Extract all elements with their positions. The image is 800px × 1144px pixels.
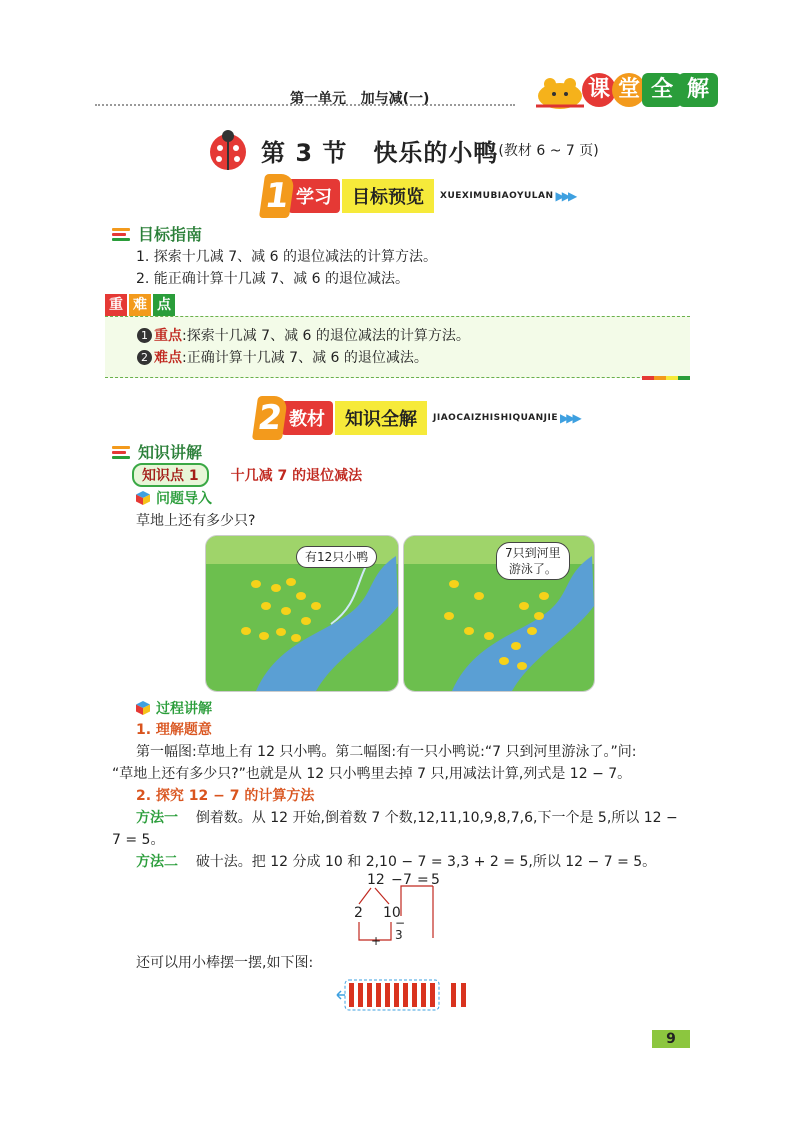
banner-number: 2 (252, 396, 288, 440)
stick-loose (451, 983, 456, 1007)
stick-bundled (349, 983, 354, 1007)
stick-bundled (394, 983, 399, 1007)
sticks-illustration (335, 978, 475, 1016)
difficult-point: 2 难点:正确计算十几减 7、减 6 的退位减法。 (137, 347, 690, 369)
stick-bundled (358, 983, 363, 1007)
banner-tag: 教材 (281, 401, 333, 435)
banner-pinyin: XUEXIMUBIAOYULAN (440, 191, 554, 201)
break-ten-diagram: 12 − 7 = 5 2 10 − 3 + (345, 872, 445, 946)
stick-loose (461, 983, 466, 1007)
section-subtitle: (教材 6 ~ 7 页) (498, 143, 599, 159)
banner-textbook-knowledge (255, 396, 579, 440)
step1-text-line1: 第一幅图:草地上有 12 只小鸭。第二幅图:有一只小鸭说:“7 只到河里游泳了。”问: (136, 744, 637, 760)
method1-line1: 方法一 倒着数。从 12 开始,倒着数 7 个数,12,11,10,9,8,7,6,下一个是 5,所以 12 − (136, 810, 678, 826)
logo-char: 课 (582, 73, 616, 107)
method1-line2: 7 = 5。 (112, 832, 165, 848)
stick-bundled (412, 983, 417, 1007)
stripes-icon (112, 445, 132, 459)
sticks-text: 还可以用小棒摆一摆,如下图: (136, 955, 314, 971)
header-unit: 第一单元 加与减(一) (290, 91, 430, 107)
ladybug-icon (205, 128, 251, 172)
picture-ducks-in-river (403, 535, 595, 692)
knowledge-point-tag: 知识点 1 (132, 463, 209, 487)
arrows-icon: ▶▶▶ (555, 189, 575, 203)
stick-bundled (376, 983, 381, 1007)
method2-line: 方法二 破十法。把 12 分成 10 和 2,10 − 7 = 3,3 + 2 = 5,所以 12 − 7 = 5。 (136, 854, 657, 870)
step1-text-line2: “草地上还有多少只?”也就是从 12 只小鸭里去掉 7 只,用减法计算,列式是 12 − 7。 (112, 766, 632, 782)
goals-heading: 目标指南 (112, 222, 202, 245)
key-difficult-box (105, 316, 690, 378)
key-point: 1 重点:探索十几减 7、减 6 的退位减法的计算方法。 (137, 325, 690, 347)
key-difficult-tag: 重 难 点 (105, 294, 177, 316)
goal-item: 2. 能正确计算十几减 7、减 6 的退位减法。 (136, 271, 409, 287)
knowledge-point-row (132, 463, 362, 487)
stick-bundled (367, 983, 372, 1007)
section-title: 快乐的小鸭 (373, 138, 499, 167)
banner-title: 知识全解 (335, 401, 427, 435)
color-bar (642, 376, 690, 380)
speech-bubble: 7只到河里 游泳了。 (496, 542, 570, 580)
knowledge-point-title: 十几减 7 的退位减法 (230, 468, 363, 484)
arrows-icon: ▶▶▶ (560, 411, 579, 425)
banner-title: 目标预览 (342, 179, 434, 213)
knowledge-heading: 知识讲解 (112, 440, 202, 463)
banner-number: 1 (259, 174, 295, 218)
process-heading: 过程讲解 (136, 698, 212, 718)
cube-icon (136, 491, 150, 505)
picture-ducks-on-grass (205, 535, 399, 692)
stick-bundled (385, 983, 390, 1007)
goal-item: 1. 探索十几减 7、减 6 的退位减法的计算方法。 (136, 249, 437, 265)
section-number: 第 3 节 (261, 138, 348, 167)
bear-logo-icon (530, 70, 586, 110)
intro-question: 草地上还有多少只? (136, 513, 256, 529)
header-divider (95, 104, 515, 106)
logo-char: 解 (678, 73, 718, 107)
goals-list (136, 246, 696, 290)
logo-char: 全 (642, 73, 682, 107)
banner-tag: 学习 (288, 179, 340, 213)
intro-heading: 问题导入 (136, 488, 212, 508)
stick-bundled (421, 983, 426, 1007)
sticks-svg (335, 978, 475, 1012)
stripes-icon (112, 227, 132, 241)
banner-learning-goals (262, 174, 574, 218)
banner-pinyin: JIAOCAIZHISHIQUANJIE (433, 413, 559, 423)
page-number: 9 (652, 1030, 690, 1048)
take-away-arrow-icon (337, 991, 345, 999)
cube-icon (136, 701, 150, 715)
step2-title: 2. 探究 12 − 7 的计算方法 (136, 788, 315, 804)
step1-title: 1. 理解题意 (136, 722, 212, 738)
logo-char: 堂 (612, 73, 646, 107)
stick-bundled (430, 983, 435, 1007)
speech-bubble: 有12只小鸭 (296, 546, 377, 568)
section-heading (205, 128, 599, 172)
series-logo (530, 70, 718, 110)
stick-bundled (403, 983, 408, 1007)
